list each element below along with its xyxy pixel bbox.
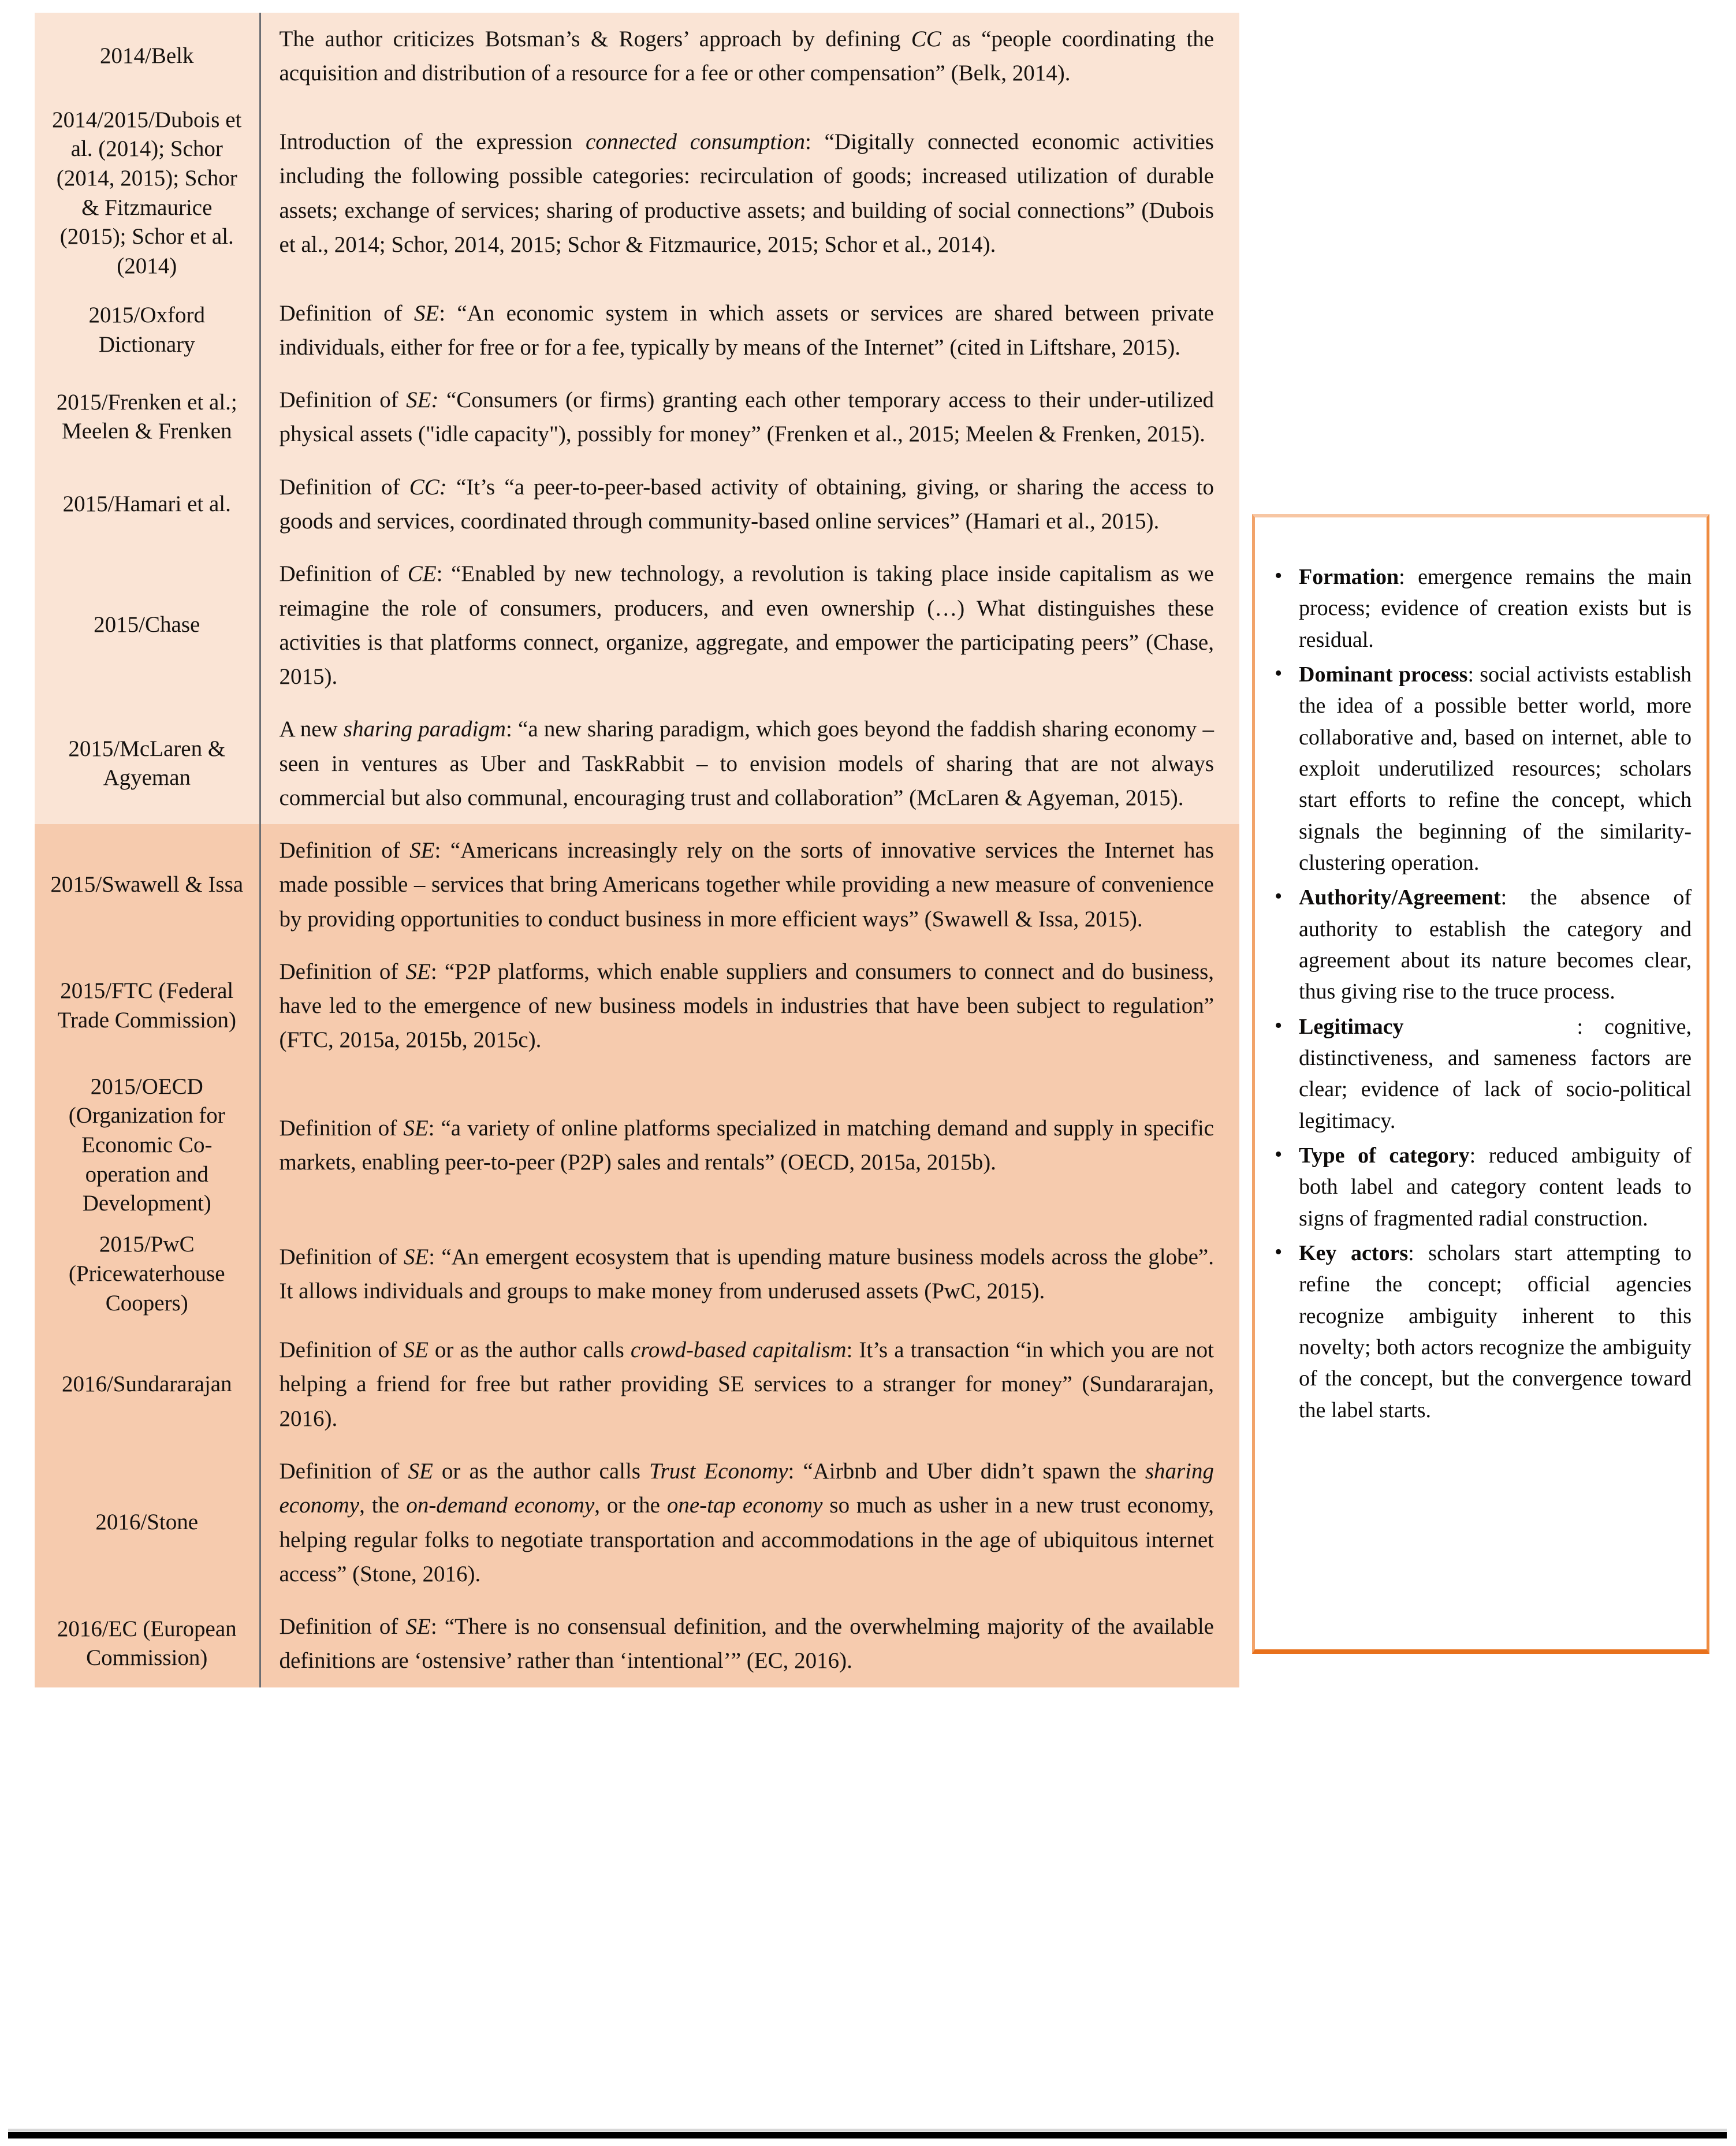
callout-bullet xyxy=(1268,1011,1692,1137)
cell-source: 2015/OECD (Organization for Economic Co-operation and Development) xyxy=(35,1067,260,1224)
callout-bullet-text: : emergence remains the main process; evidence of creation exists but is residual. xyxy=(1299,565,1692,652)
callout-bullet xyxy=(1268,882,1692,1007)
table-row xyxy=(35,703,1239,824)
cell-definition: Definition of SE: “P2P platforms, which enable suppliers and consumers to connect and do business, have led to the emergence of new business models in industries that have been subject to regulation” (FTC, 2015a, 2015b, 2015c). xyxy=(260,945,1239,1067)
cell-definition: Definition of SE: “Consumers (or firms) granting each other temporary access to their under-utilized physical assets ("idle capacity"), possibly for money” (Frenken et al., 2015; Meelen & Frenken, 2015). xyxy=(260,374,1239,461)
callout-bullet-label: Authority/Agreement xyxy=(1299,885,1501,910)
cell-source: 2015/Frenken et al.; Meelen & Frenken xyxy=(35,374,260,461)
callout-inner xyxy=(1255,517,1707,1441)
cell-definition: Definition of SE: “An emergent ecosystem that is upending mature business models across the globe”. It allows individuals and groups to make money from underused assets (PwC, 2015). xyxy=(260,1224,1239,1324)
cell-source: 2014/Belk xyxy=(35,13,260,100)
cell-source: 2015/Swawell & Issa xyxy=(35,824,260,945)
callout-bullet xyxy=(1268,1238,1692,1426)
table-row xyxy=(35,1324,1239,1445)
cell-source: 2014/2015/Dubois et al. (2014); Schor (2014, 2015); Schor & Fitzmaurice (2015); Schor et al. (2014) xyxy=(35,100,260,287)
callout-bullet-label: Key actors xyxy=(1299,1240,1409,1265)
callout-bullet-label: Dominant process xyxy=(1299,662,1468,687)
cell-definition: Definition of SE or as the author calls Trust Economy: “Airbnb and Uber didn’t spawn the sharing economy, the on-demand economy, or the one-tap economy so much as usher in a new trust economy, helping regular folks to negotiate transportation and accommodations in the age of ubiquitous internet access” (Stone, 2016). xyxy=(260,1445,1239,1600)
table-row xyxy=(35,100,1239,287)
cell-source: 2016/Stone xyxy=(35,1445,260,1600)
cell-definition: A new sharing paradigm: “a new sharing paradigm, which goes beyond the faddish sharing economy – seen in ventures as Uber and TaskRabbit – to envision models of sharing that are not always commercial but also communal, encouraging trust and collaboration” (McLaren & Agyeman, 2015). xyxy=(260,703,1239,824)
cell-definition: The author criticizes Botsman’s & Rogers’ approach by defining CC as “people coordinating the acquisition and distribution of a resource for a fee or other compensation” (Belk, 2014). xyxy=(260,13,1239,100)
summary-callout-box xyxy=(1252,514,1709,1654)
table-row xyxy=(35,824,1239,945)
cell-source: 2015/Chase xyxy=(35,547,260,703)
callout-bullet-text: : scholars start attempting to refine the concept; official agencies recognize ambiguity inherent to this novelty; both actors recognize the ambiguity of the concept, but the convergence toward the label starts. xyxy=(1299,1240,1692,1422)
callout-bullet-text: : cognitive, distinctiveness, and sameness factors are clear; evidence of lack of socio-political legitimacy. xyxy=(1299,1014,1692,1133)
table-row xyxy=(35,1600,1239,1687)
cell-definition: Definition of SE: “Americans increasingly rely on the sorts of innovative services the Internet has made possible – services that bring Americans together while providing a new measure of convenience by providing opportunities to conduct business in more efficient ways” (Swawell & Issa, 2015). xyxy=(260,824,1239,945)
table-row xyxy=(35,1067,1239,1224)
callout-bullet-list xyxy=(1268,561,1692,1426)
table-row xyxy=(35,13,1239,100)
cell-definition: Definition of CC: “It’s “a peer-to-peer-based activity of obtaining, giving, or sharing the access to goods and services, coordinated through community-based online services” (Hamari et al., 2015). xyxy=(260,461,1239,548)
table-row xyxy=(35,287,1239,374)
table-row xyxy=(35,374,1239,461)
table-row xyxy=(35,547,1239,703)
table-row xyxy=(35,945,1239,1067)
cell-source: 2015/PwC (Pricewaterhouse Coopers) xyxy=(35,1224,260,1324)
bottom-rule xyxy=(8,2132,1727,2138)
bottom-rule-shadow xyxy=(8,2129,1727,2132)
callout-bullet xyxy=(1268,1140,1692,1234)
callout-bullet-text: : the absence of authority to establish the category and agreement about its nature becomes clear, thus giving rise to the truce process. xyxy=(1299,885,1692,1004)
table-row xyxy=(35,1445,1239,1600)
callout-bullet-text: : reduced ambiguity of both label and category content leads to signs of fragmented radial construction. xyxy=(1299,1143,1692,1231)
cell-source: 2015/FTC (Federal Trade Commission) xyxy=(35,945,260,1067)
callout-bullet-label: Type of category xyxy=(1299,1143,1470,1168)
callout-bullet xyxy=(1268,659,1692,878)
cell-source: 2015/Oxford Dictionary xyxy=(35,287,260,374)
callout-bullet-text: : social activists establish the idea of a possible better world, more collaborative and, based on internet, able to exploit underutilized resources; scholars start efforts to refine the concept, which signals the beginning of the similarity-clustering operation. xyxy=(1299,662,1692,875)
callout-bullet xyxy=(1268,561,1692,655)
cell-source: 2016/EC (European Commission) xyxy=(35,1600,260,1687)
definitions-table xyxy=(35,13,1239,1687)
callout-bullet-label: Legitimacy xyxy=(1299,1014,1404,1039)
cell-definition: Definition of SE: “An economic system in which assets or services are shared between private individuals, either for free or for a fee, typically by means of the Internet” (cited in Liftshare, 2015). xyxy=(260,287,1239,374)
table-row xyxy=(35,461,1239,548)
cell-definition: Definition of SE: “There is no consensual definition, and the overwhelming majority of the available definitions are ‘ostensive’ rather than ‘intentional’” (EC, 2016). xyxy=(260,1600,1239,1687)
cell-definition: Definition of SE: “a variety of online platforms specialized in matching demand and supply in specific markets, enabling peer-to-peer (P2P) sales and rentals” (OECD, 2015a, 2015b). xyxy=(260,1067,1239,1224)
table-row xyxy=(35,1224,1239,1324)
table-body xyxy=(35,13,1239,1687)
cell-definition: Introduction of the expression connected consumption: “Digitally connected economic activities including the following possible categories: recirculation of goods; increased utilization of durable assets; exchange of services; sharing of productive assets; and building of social connections” (Dubois et al., 2014; Schor, 2014, 2015; Schor & Fitzmaurice, 2015; Schor et al., 2014). xyxy=(260,100,1239,287)
cell-source: 2015/Hamari et al. xyxy=(35,461,260,548)
cell-definition: Definition of CE: “Enabled by new technology, a revolution is taking place inside capitalism as we reimagine the role of consumers, producers, and even ownership (…) What distinguishes these activities is that platforms connect, organize, aggregate, and empower the participating peers” (Chase, 2015). xyxy=(260,547,1239,703)
cell-definition: Definition of SE or as the author calls crowd-based capitalism: It’s a transaction “in which you are not helping a friend for free but rather providing SE services to a stranger for money” (Sundararajan, 2016). xyxy=(260,1324,1239,1445)
cell-source: 2016/Sundararajan xyxy=(35,1324,260,1445)
callout-bullet-label: Formation xyxy=(1299,565,1399,589)
cell-source: 2015/McLaren & Agyeman xyxy=(35,703,260,824)
